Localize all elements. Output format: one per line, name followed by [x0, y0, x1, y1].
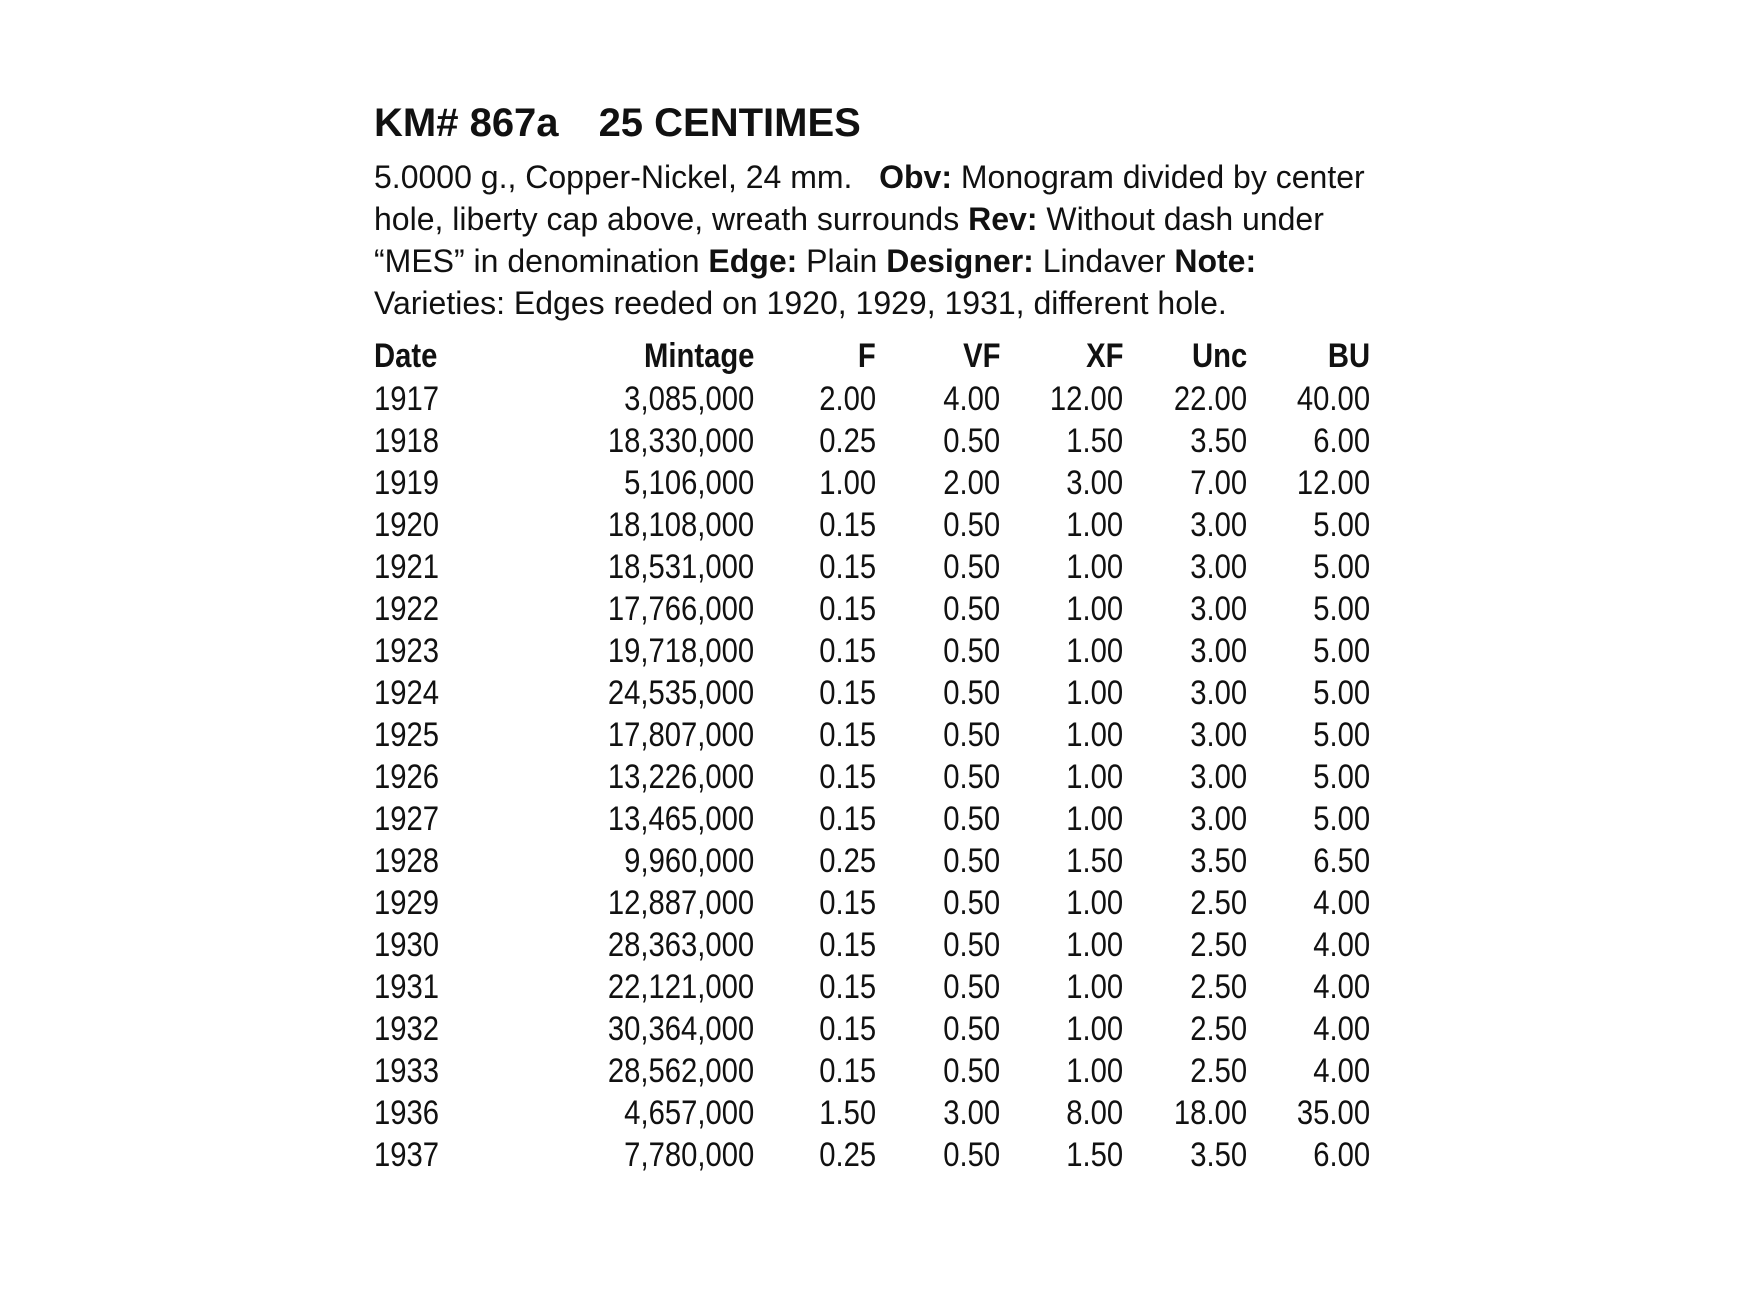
- cell-vf: 0.50: [943, 1010, 1000, 1048]
- cell-xf: 1.00: [1066, 926, 1123, 964]
- cell-bu: 5.00: [1313, 758, 1370, 796]
- cell-date: 1932: [374, 1010, 440, 1048]
- cell-f: 0.15: [819, 800, 876, 838]
- cell-xf: 1.00: [1066, 758, 1123, 796]
- km-number: KM# 867a: [374, 101, 559, 145]
- table-row: [374, 924, 1370, 966]
- table-row: [374, 546, 1370, 588]
- cell-date: 1931: [374, 968, 440, 1006]
- table-row: [374, 672, 1370, 714]
- table-row: [374, 462, 1370, 504]
- cell-vf: 0.50: [943, 590, 1000, 628]
- cell-vf: 0.50: [943, 884, 1000, 922]
- cell-f: 0.15: [819, 590, 876, 628]
- table-row: [374, 630, 1370, 672]
- table-row: [374, 798, 1370, 840]
- cell-date: 1926: [374, 758, 440, 796]
- cell-unc: 3.00: [1190, 548, 1247, 586]
- cell-vf: 0.50: [943, 758, 1000, 796]
- cell-xf: 1.00: [1066, 1052, 1123, 1090]
- cell-f: 0.15: [819, 968, 876, 1006]
- table-row: [374, 966, 1370, 1008]
- mintage-table: [374, 334, 1370, 1176]
- cell-f: 0.15: [819, 716, 876, 754]
- cell-vf: 0.50: [943, 926, 1000, 964]
- cell-vf: 0.50: [943, 548, 1000, 586]
- cell-unc: 3.00: [1190, 674, 1247, 712]
- table-row: [374, 378, 1370, 420]
- header-date: Date: [374, 337, 438, 375]
- cell-mintage: 13,465,000: [607, 800, 754, 838]
- cell-f: 0.25: [819, 422, 876, 460]
- cell-f: 0.25: [819, 1136, 876, 1174]
- cell-date: 1937: [374, 1136, 440, 1174]
- cell-bu: 5.00: [1313, 716, 1370, 754]
- cell-xf: 12.00: [1049, 380, 1123, 418]
- cell-xf: 1.50: [1066, 842, 1123, 880]
- cell-mintage: 19,718,000: [607, 632, 754, 670]
- table-row: [374, 588, 1370, 630]
- cell-date: 1933: [374, 1052, 440, 1090]
- cell-xf: 8.00: [1066, 1094, 1123, 1132]
- cell-unc: 3.50: [1190, 1136, 1247, 1174]
- cell-xf: 1.00: [1066, 632, 1123, 670]
- cell-unc: 2.50: [1190, 926, 1247, 964]
- denomination-title: 25 CENTIMES: [598, 101, 861, 145]
- cell-mintage: 12,887,000: [607, 884, 754, 922]
- rev-text: Without dash under “MES” in denomination: [374, 201, 1324, 279]
- cell-mintage: 13,226,000: [607, 758, 754, 796]
- header-vf: VF: [962, 337, 1000, 375]
- cell-xf: 1.00: [1066, 674, 1123, 712]
- cell-bu: 4.00: [1313, 884, 1370, 922]
- edge-text: Plain: [806, 243, 878, 279]
- table-row: [374, 882, 1370, 924]
- cell-xf: 1.00: [1066, 590, 1123, 628]
- specs-text: 5.0000 g., Copper-Nickel, 24 mm.: [374, 159, 853, 195]
- cell-f: 0.15: [819, 506, 876, 544]
- cell-bu: 6.00: [1313, 422, 1370, 460]
- cell-xf: 1.50: [1066, 1136, 1123, 1174]
- table-row: [374, 1008, 1370, 1050]
- cell-date: 1929: [374, 884, 440, 922]
- cell-unc: 2.50: [1190, 968, 1247, 1006]
- cell-vf: 0.50: [943, 1052, 1000, 1090]
- cell-xf: 1.00: [1066, 800, 1123, 838]
- cell-unc: 3.50: [1190, 422, 1247, 460]
- header-bu: BU: [1327, 337, 1370, 375]
- cell-unc: 3.00: [1190, 506, 1247, 544]
- cell-vf: 0.50: [943, 422, 1000, 460]
- cell-bu: 40.00: [1296, 380, 1370, 418]
- cell-xf: 1.00: [1066, 968, 1123, 1006]
- cell-unc: 22.00: [1173, 380, 1247, 418]
- cell-f: 0.15: [819, 674, 876, 712]
- cell-date: 1936: [374, 1094, 440, 1132]
- cell-xf: 1.00: [1066, 716, 1123, 754]
- cell-unc: 3.00: [1190, 800, 1247, 838]
- cell-bu: 4.00: [1313, 926, 1370, 964]
- cell-f: 0.15: [819, 632, 876, 670]
- cell-date: 1927: [374, 800, 440, 838]
- cell-mintage: 17,807,000: [607, 716, 754, 754]
- cell-unc: 2.50: [1190, 884, 1247, 922]
- cell-f: 0.25: [819, 842, 876, 880]
- cell-xf: 1.00: [1066, 506, 1123, 544]
- cell-date: 1921: [374, 548, 440, 586]
- rev-label: Rev:: [968, 201, 1038, 237]
- cell-date: 1925: [374, 716, 440, 754]
- cell-unc: 18.00: [1173, 1094, 1247, 1132]
- obv-text: Monogram divided by center hole, liberty cap above, wreath surrounds: [374, 159, 1365, 237]
- cell-xf: 1.00: [1066, 884, 1123, 922]
- cell-bu: 5.00: [1313, 674, 1370, 712]
- cell-xf: 3.00: [1066, 464, 1123, 502]
- header-mintage: Mintage: [643, 337, 754, 375]
- designer-text: Lindaver: [1042, 243, 1166, 279]
- cell-bu: 35.00: [1296, 1094, 1370, 1132]
- cell-vf: 2.00: [943, 464, 1000, 502]
- table-row: [374, 840, 1370, 882]
- cell-f: 0.15: [819, 1052, 876, 1090]
- catalog-entry: [374, 98, 1384, 1176]
- cell-unc: 2.50: [1190, 1052, 1247, 1090]
- cell-bu: 5.00: [1313, 506, 1370, 544]
- cell-unc: 3.00: [1190, 716, 1247, 754]
- header-xf: XF: [1085, 337, 1123, 375]
- cell-vf: 0.50: [943, 716, 1000, 754]
- cell-f: 1.50: [819, 1094, 876, 1132]
- cell-mintage: 3,085,000: [623, 380, 754, 418]
- cell-unc: 2.50: [1190, 1010, 1247, 1048]
- table-body: [374, 378, 1370, 1176]
- cell-bu: 4.00: [1313, 968, 1370, 1006]
- cell-bu: 5.00: [1313, 590, 1370, 628]
- cell-mintage: 28,363,000: [607, 926, 754, 964]
- cell-mintage: 24,535,000: [607, 674, 754, 712]
- cell-vf: 3.00: [943, 1094, 1000, 1132]
- cell-bu: 4.00: [1313, 1052, 1370, 1090]
- table-row: [374, 1050, 1370, 1092]
- cell-bu: 5.00: [1313, 632, 1370, 670]
- cell-f: 1.00: [819, 464, 876, 502]
- cell-date: 1918: [374, 422, 440, 460]
- cell-f: 0.15: [819, 758, 876, 796]
- table-row: [374, 1134, 1370, 1176]
- cell-xf: 1.50: [1066, 422, 1123, 460]
- cell-f: 2.00: [819, 380, 876, 418]
- cell-unc: 3.00: [1190, 758, 1247, 796]
- cell-mintage: 4,657,000: [623, 1094, 754, 1132]
- cell-bu: 6.00: [1313, 1136, 1370, 1174]
- cell-mintage: 18,330,000: [607, 422, 754, 460]
- cell-unc: 3.00: [1190, 590, 1247, 628]
- cell-unc: 3.50: [1190, 842, 1247, 880]
- cell-bu: 5.00: [1313, 548, 1370, 586]
- cell-unc: 7.00: [1190, 464, 1247, 502]
- cell-date: 1917: [374, 380, 440, 418]
- cell-f: 0.15: [819, 926, 876, 964]
- cell-unc: 3.00: [1190, 632, 1247, 670]
- cell-bu: 6.50: [1313, 842, 1370, 880]
- entry-heading: [374, 98, 1384, 148]
- cell-bu: 5.00: [1313, 800, 1370, 838]
- coin-description: [374, 156, 1384, 324]
- table-row: [374, 1092, 1370, 1134]
- cell-mintage: 9,960,000: [623, 842, 754, 880]
- cell-date: 1922: [374, 590, 440, 628]
- cell-mintage: 22,121,000: [607, 968, 754, 1006]
- note-label: Note:: [1174, 243, 1257, 279]
- cell-date: 1930: [374, 926, 440, 964]
- cell-bu: 12.00: [1296, 464, 1370, 502]
- table-header-row: [374, 334, 1370, 378]
- cell-f: 0.15: [819, 884, 876, 922]
- table-row: [374, 420, 1370, 462]
- cell-xf: 1.00: [1066, 548, 1123, 586]
- cell-vf: 0.50: [943, 1136, 1000, 1174]
- cell-mintage: 30,364,000: [607, 1010, 754, 1048]
- cell-vf: 0.50: [943, 842, 1000, 880]
- cell-date: 1924: [374, 674, 440, 712]
- cell-date: 1928: [374, 842, 440, 880]
- cell-vf: 0.50: [943, 506, 1000, 544]
- cell-mintage: 18,108,000: [607, 506, 754, 544]
- cell-xf: 1.00: [1066, 1010, 1123, 1048]
- cell-vf: 0.50: [943, 968, 1000, 1006]
- header-unc: Unc: [1191, 337, 1247, 375]
- edge-label: Edge:: [708, 243, 798, 279]
- note-text: Varieties: Edges reeded on 1920, 1929, 1931, different hole.: [374, 285, 1227, 321]
- cell-f: 0.15: [819, 1010, 876, 1048]
- cell-date: 1923: [374, 632, 440, 670]
- cell-vf: 0.50: [943, 800, 1000, 838]
- cell-mintage: 18,531,000: [607, 548, 754, 586]
- table-row: [374, 714, 1370, 756]
- cell-vf: 0.50: [943, 674, 1000, 712]
- cell-mintage: 17,766,000: [607, 590, 754, 628]
- cell-vf: 4.00: [943, 380, 1000, 418]
- cell-vf: 0.50: [943, 632, 1000, 670]
- table-row: [374, 756, 1370, 798]
- cell-date: 1920: [374, 506, 440, 544]
- cell-f: 0.15: [819, 548, 876, 586]
- cell-mintage: 7,780,000: [623, 1136, 754, 1174]
- cell-bu: 4.00: [1313, 1010, 1370, 1048]
- cell-mintage: 5,106,000: [623, 464, 754, 502]
- obv-label: Obv:: [879, 159, 952, 195]
- header-f: F: [858, 337, 876, 375]
- table-row: [374, 504, 1370, 546]
- designer-label: Designer:: [886, 243, 1034, 279]
- cell-date: 1919: [374, 464, 440, 502]
- cell-mintage: 28,562,000: [607, 1052, 754, 1090]
